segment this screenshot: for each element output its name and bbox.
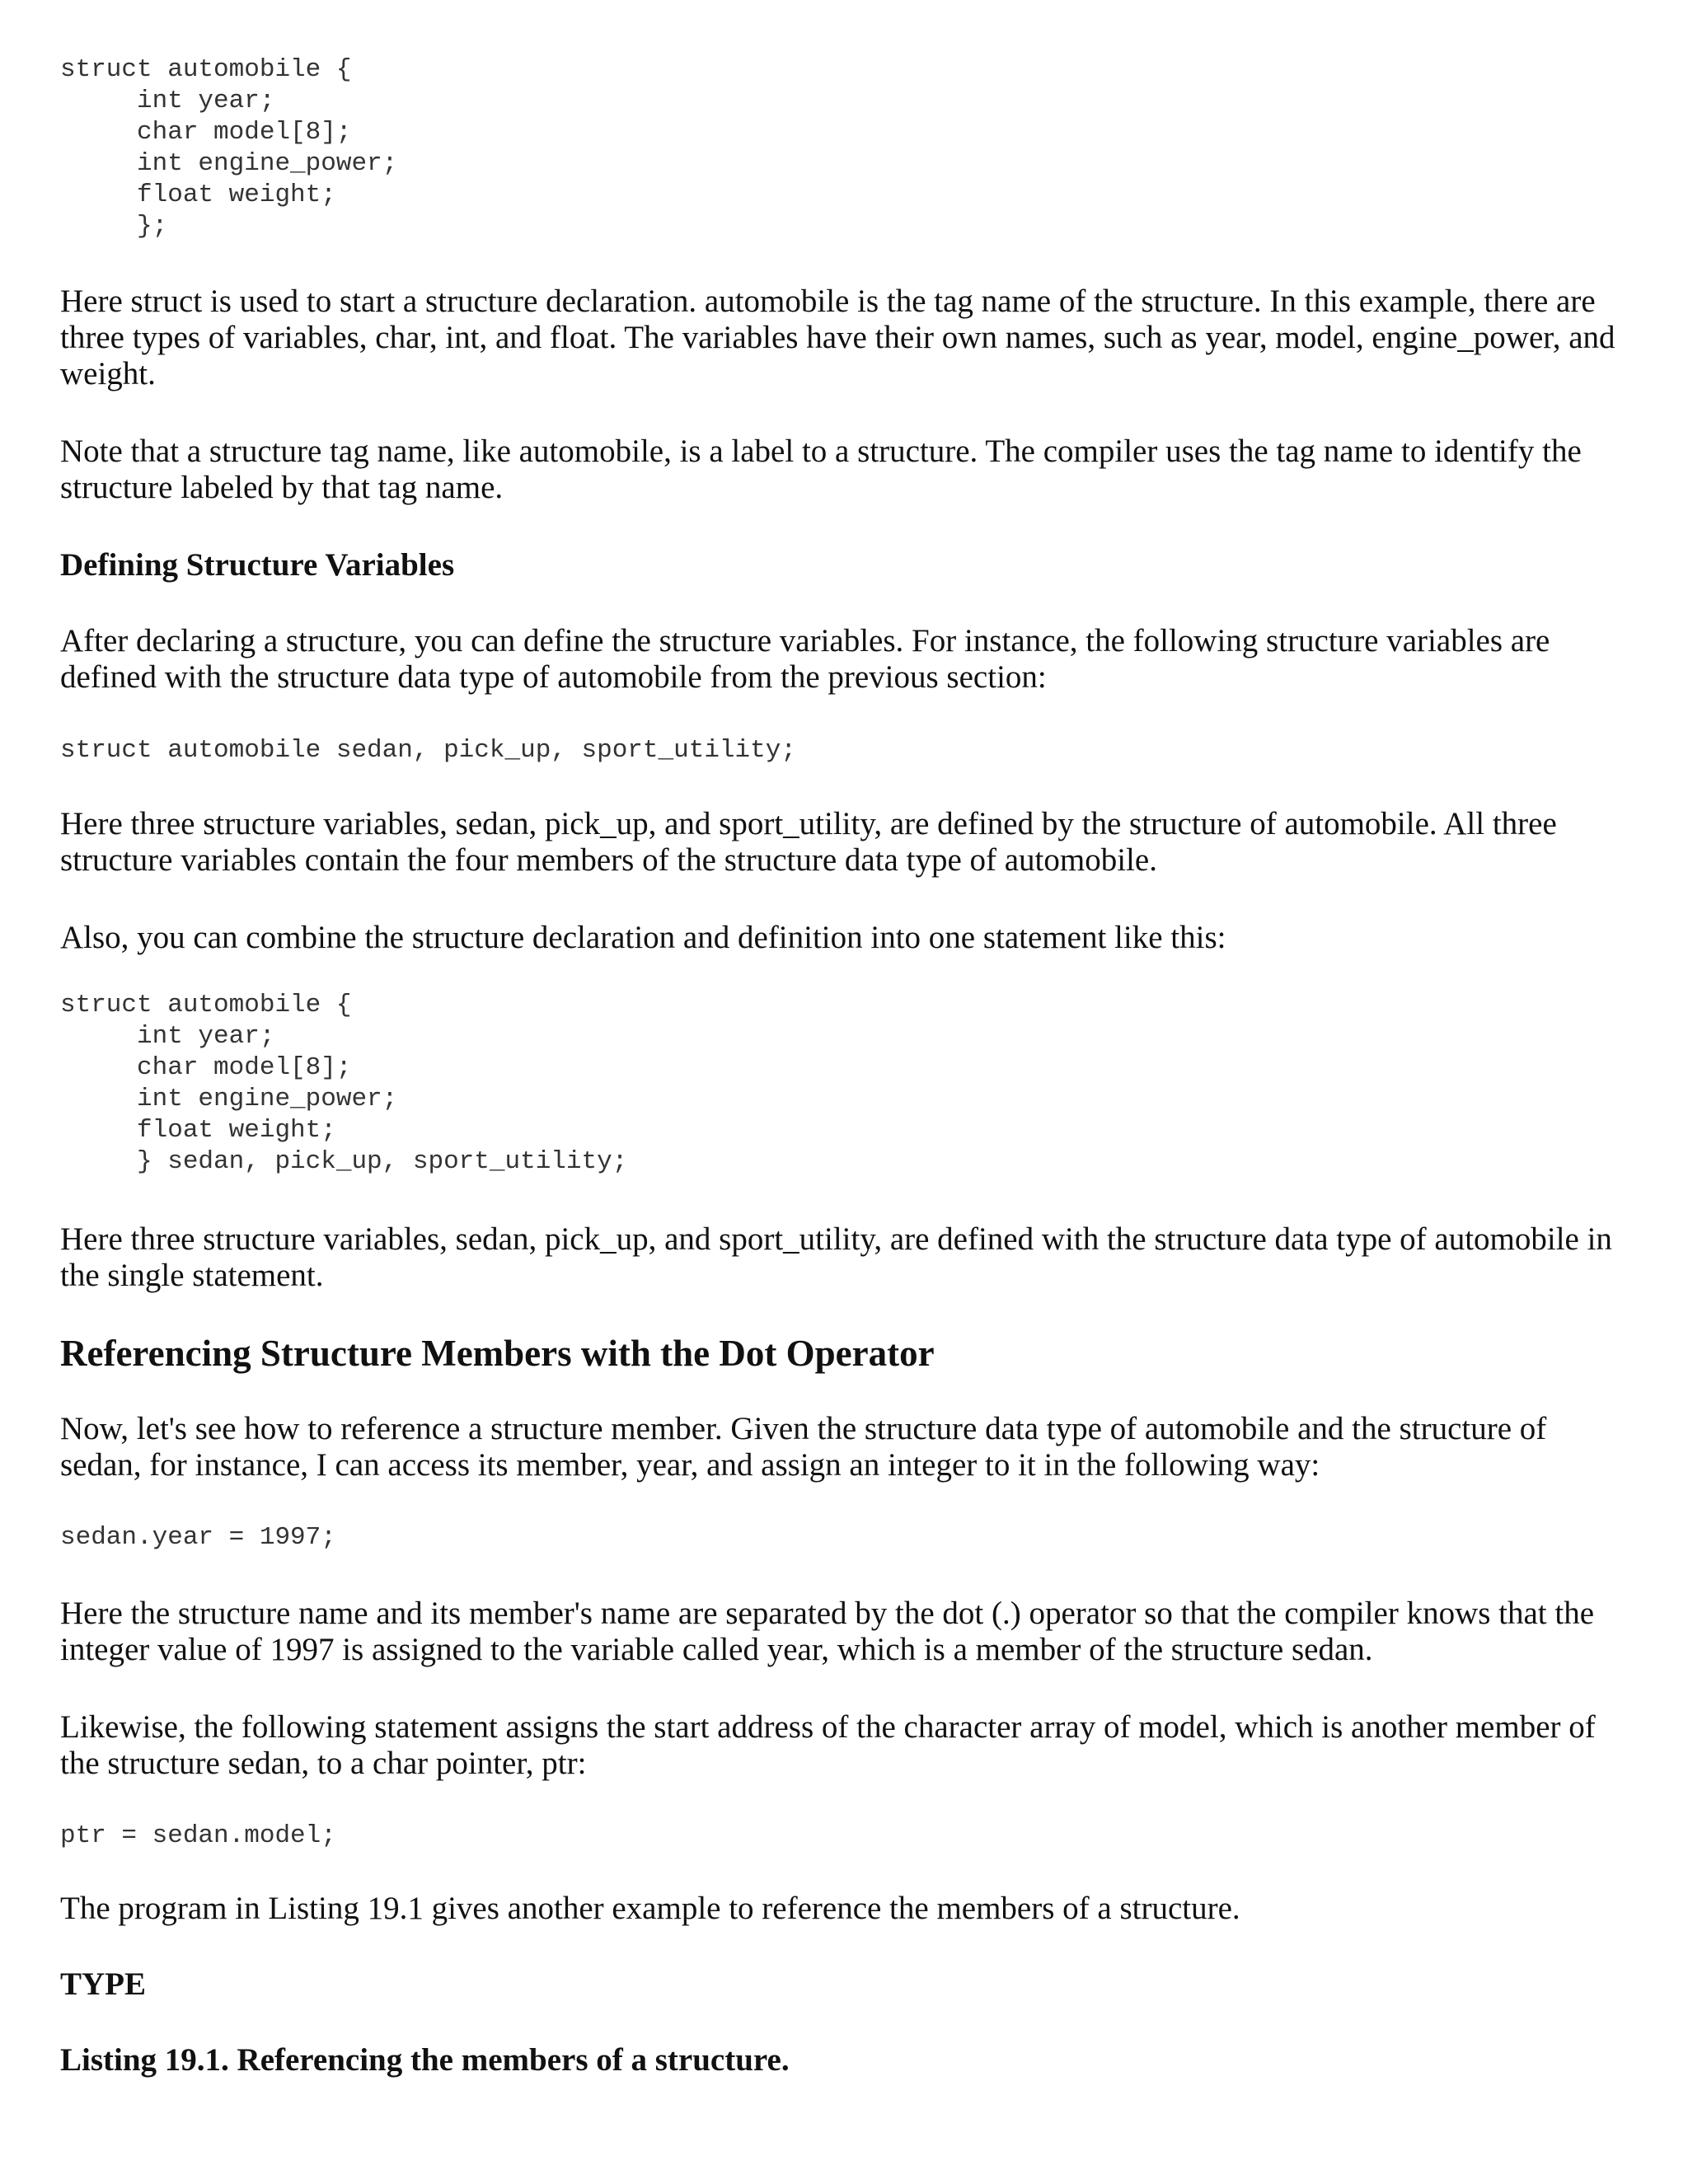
code-line: int engine_power; <box>60 149 398 178</box>
code-line: float weight; <box>60 180 336 209</box>
paragraph-char-pointer: Likewise, the following statement assigns the start address of the character array of model, which is another member of the structure sedan, to a char pointer, ptr: <box>60 1709 1596 1781</box>
code-line: }; <box>60 212 168 241</box>
paragraph-single-statement: Here three structure variables, sedan, pick_up, and sport_utility, are defined with the structure data type of automobile in the single statement. <box>60 1221 1612 1293</box>
code-line-assign-year: sedan.year = 1997; <box>60 1523 336 1552</box>
code-line: struct automobile { <box>60 991 352 1019</box>
paragraph-three-variables: Here three structure variables, sedan, pick_up, and sport_utility, are defined by the structure of automobile. All three structure variables contain the four members of the structure data type of automobile. <box>60 806 1557 878</box>
paragraph-combine-statement: Also, you can combine the structure declaration and definition into one statement like this: <box>60 920 1226 955</box>
code-block-combined-declaration <box>60 990 627 1178</box>
code-line: int engine_power; <box>60 1085 398 1113</box>
code-line: struct automobile { <box>60 55 352 84</box>
code-line-pointer-assign: ptr = sedan.model; <box>60 1821 336 1850</box>
paragraph-reference-member: Now, let's see how to reference a structure member. Given the structure data type of automobile and the structure of sedan, for instance, I can access its member, year, and assign an integer to it in the following way: <box>60 1411 1547 1483</box>
code-line-variable-definition: struct automobile sedan, pick_up, sport_utility; <box>60 736 796 765</box>
code-block-struct-declaration <box>60 54 397 242</box>
listing-caption: Listing 19.1. Referencing the members of a structure. <box>60 2042 790 2078</box>
code-line: int year; <box>60 1022 275 1051</box>
code-line: char model[8]; <box>60 1053 352 1082</box>
paragraph-dot-operator: Here the structure name and its member's name are separated by the dot (.) operator so that the compiler knows that the integer value of 1997 is assigned to the variable called year, which is a member of the structure sedan. <box>60 1596 1595 1667</box>
section-heading-defining: Defining Structure Variables <box>60 547 455 583</box>
code-line: char model[8]; <box>60 118 352 147</box>
paragraph-listing-intro: The program in Listing 19.1 gives another example to reference the members of a structure. <box>60 1891 1240 1926</box>
paragraph-defining-intro: After declaring a structure, you can define the structure variables. For instance, the following structure variables are defined with the structure data type of automobile from the previous section: <box>60 623 1550 695</box>
code-line: int year; <box>60 87 275 115</box>
section-heading-referencing: Referencing Structure Members with the Dot Operator <box>60 1333 935 1374</box>
code-line: float weight; <box>60 1116 336 1145</box>
label-type: TYPE <box>60 1966 147 2002</box>
paragraph-struct-explanation: Here struct is used to start a structure declaration. automobile is the tag name of the structure. In this example, there are three types of variables, char, int, and float. The variables have their own names, such as year, model, engine_power, and weight. <box>60 284 1615 391</box>
code-line: } sedan, pick_up, sport_utility; <box>60 1147 628 1176</box>
paragraph-tag-name-note: Note that a structure tag name, like automobile, is a label to a structure. The compiler uses the tag name to identify the structure labeled by that tag name. <box>60 434 1582 505</box>
